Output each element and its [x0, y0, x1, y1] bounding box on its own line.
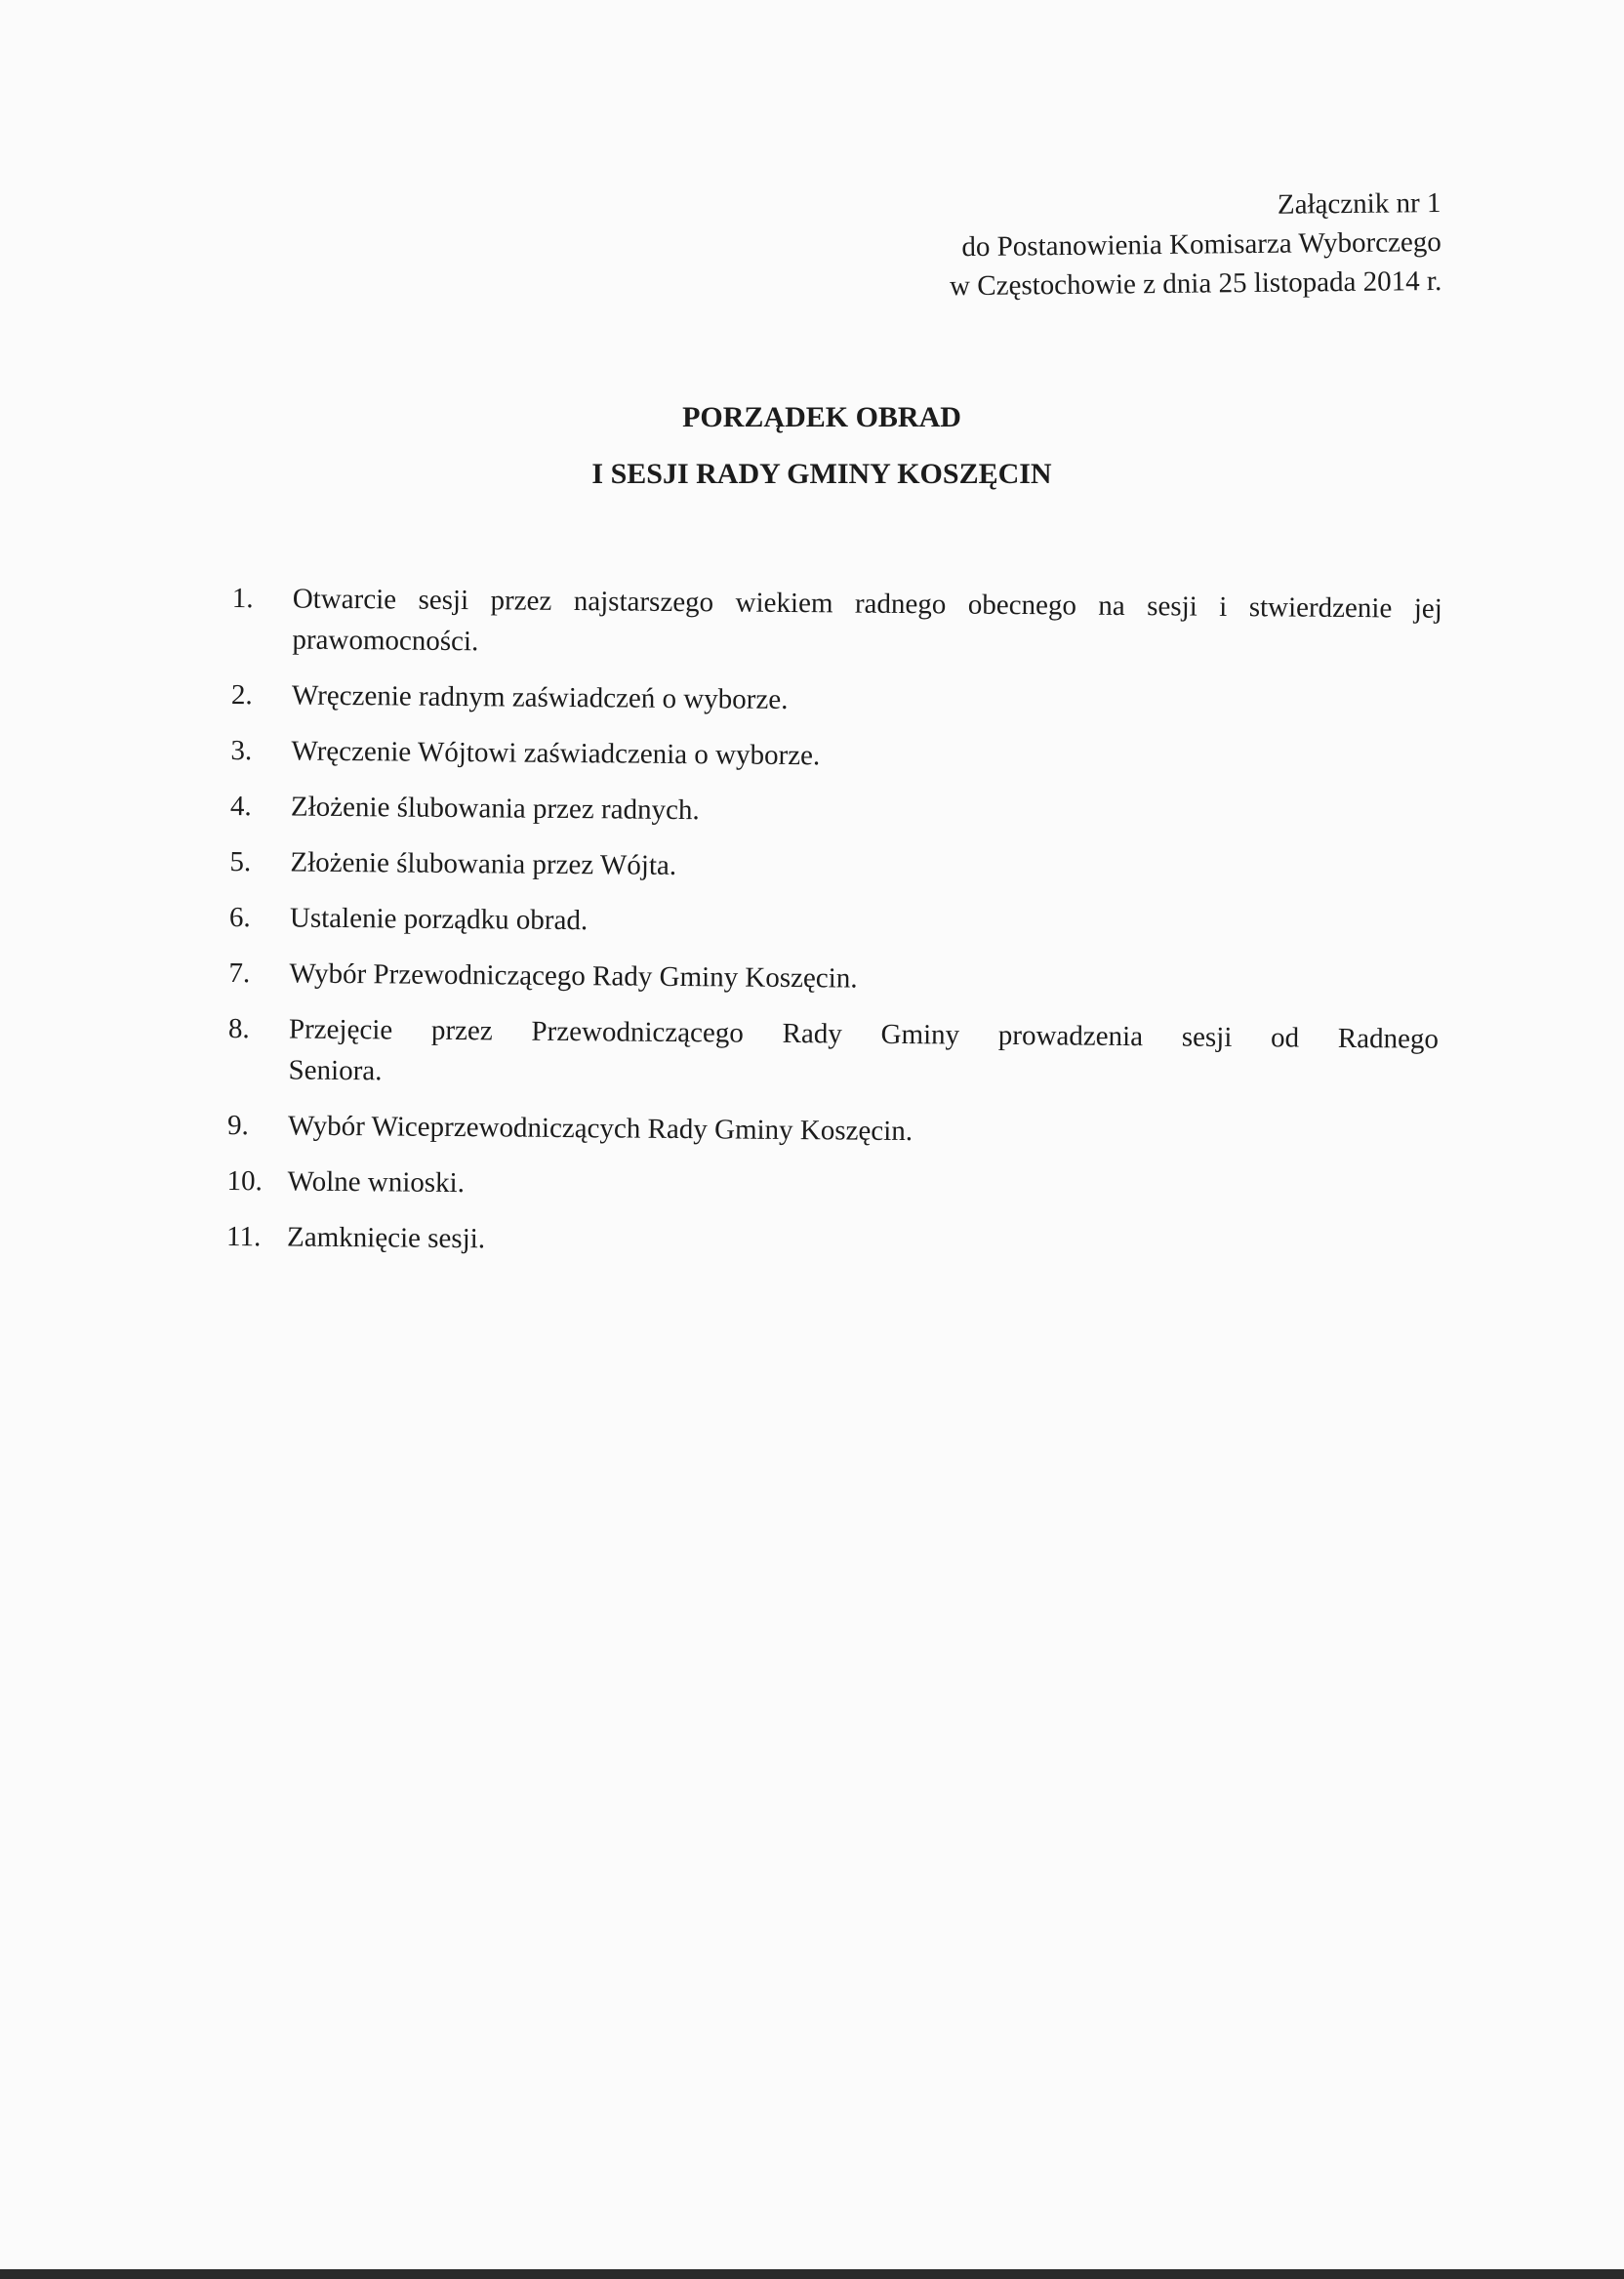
annex-line-3: w Częstochowie z dnia 25 listopada 2014 r. — [949, 265, 1442, 303]
agenda-item-text: Złożenie ślubowania przez Wójta. — [290, 846, 677, 881]
agenda-item-3 — [230, 730, 1441, 782]
agenda-item-text — [292, 579, 1442, 671]
agenda-item-text-line-2: Seniora. — [288, 1054, 383, 1087]
annex-line-1: Załącznik nr 1 — [1277, 186, 1441, 221]
agenda-item-6 — [229, 897, 1440, 949]
agenda-item-number: 3. — [230, 734, 253, 767]
document-title: PORZĄDEK OBRAD — [682, 401, 961, 433]
agenda-item-number: 5. — [229, 845, 252, 878]
document-subtitle: I SESJI RADY GMINY KOSZĘCIN — [591, 458, 1052, 490]
agenda-item-text — [288, 1009, 1439, 1101]
agenda-item-number: 11. — [225, 1220, 262, 1253]
agenda-item-text: Wręczenie Wójtowi zaświadczenia o wyborze. — [291, 735, 821, 772]
agenda-item-text-line-1: Otwarcie sesji przez najstarszego wiekiem radnego obecnego na sesji i stwierdzenie jej — [292, 583, 1442, 625]
scan-edge-border — [0, 2269, 1624, 2279]
agenda-item-number: 7. — [228, 956, 251, 990]
agenda-item-text: Zamknięcie sesji. — [286, 1221, 486, 1255]
agenda-item-text-line-2: prawomocności. — [292, 624, 479, 658]
agenda-item-number: 9. — [226, 1109, 249, 1142]
agenda-item-1 — [231, 578, 1442, 671]
agenda-item-text: Wybór Przewodniczącego Rady Gminy Koszęcin. — [289, 957, 858, 995]
agenda-item-7 — [228, 953, 1439, 1004]
annex-line-2: do Postanowienia Komisarza Wyborczego — [961, 225, 1441, 264]
agenda-item-text-line-1: Przejęcie przez Przewodniczącego Rady Gminy prowadzenia sesji od Radnego — [288, 1013, 1440, 1055]
agenda-item-text: Wybór Wiceprzewodniczących Rady Gminy Koszęcin. — [287, 1110, 914, 1148]
agenda-item-text: Wolne wnioski. — [287, 1165, 466, 1200]
agenda-item-9 — [227, 1105, 1438, 1157]
agenda-item-number: 8. — [227, 1012, 250, 1045]
agenda-list — [226, 578, 1442, 1282]
agenda-item-text: Złożenie ślubowania przez radnych. — [290, 791, 700, 827]
agenda-item-8 — [227, 1008, 1439, 1101]
agenda-item-text: Wręczenie radnym zaświadczeń o wyborze. — [291, 679, 789, 715]
agenda-item-number: 4. — [229, 790, 252, 823]
agenda-item-number: 2. — [230, 678, 253, 712]
agenda-item-number: 1. — [231, 582, 254, 615]
agenda-item-2 — [231, 674, 1441, 726]
agenda-item-5 — [229, 841, 1440, 893]
agenda-item-11 — [226, 1216, 1437, 1268]
agenda-item-10 — [226, 1160, 1437, 1212]
agenda-item-number: 10. — [226, 1164, 263, 1198]
annex-header — [949, 183, 1441, 305]
agenda-item-4 — [230, 786, 1441, 837]
agenda-item-text: Ustalenie porządku obrad. — [289, 902, 589, 937]
agenda-item-number: 6. — [228, 901, 251, 934]
